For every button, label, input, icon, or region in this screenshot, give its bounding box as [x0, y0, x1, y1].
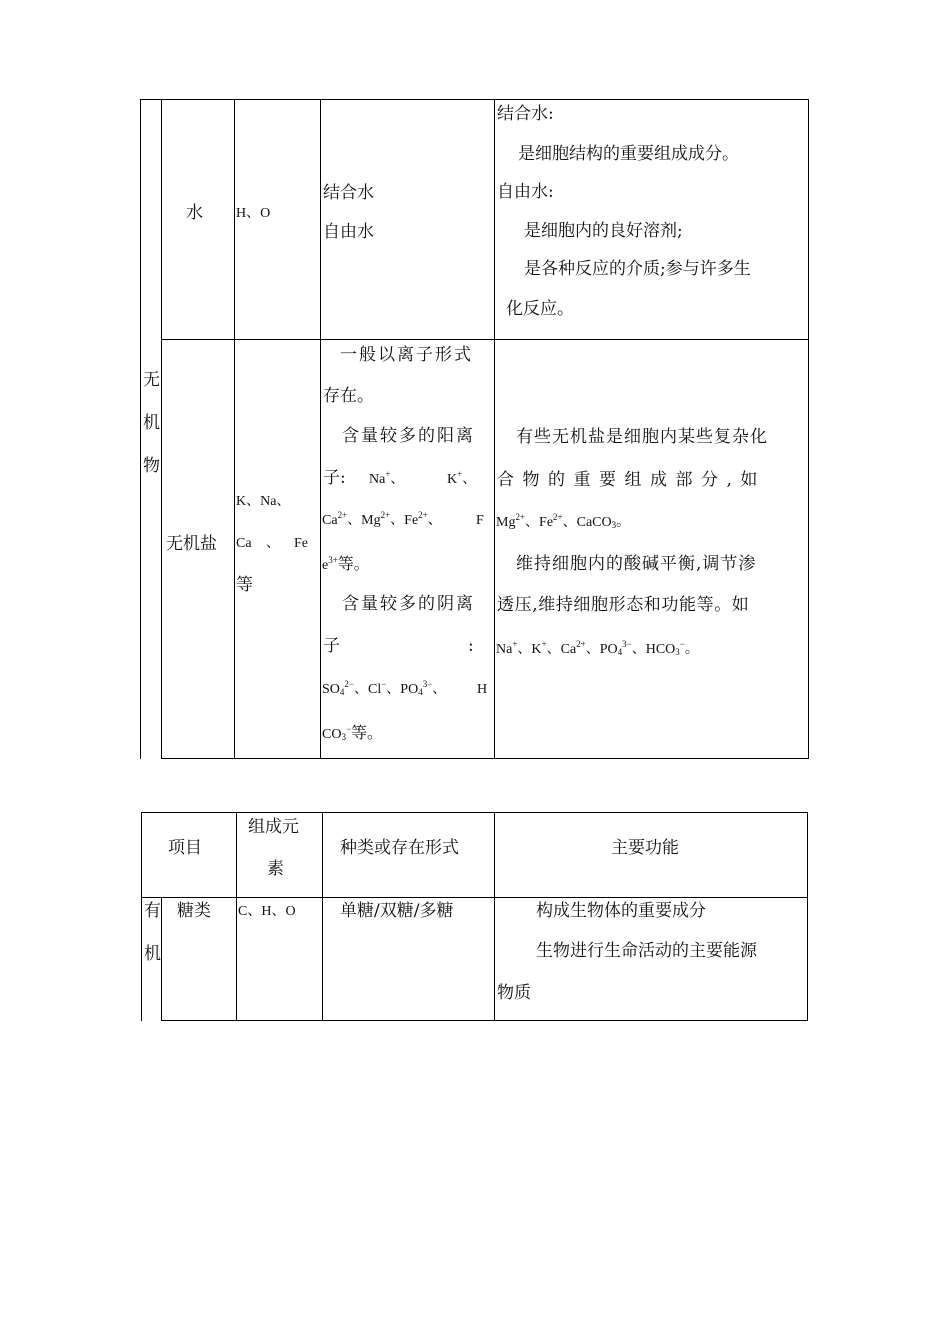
- category-char: 机: [143, 413, 160, 433]
- water-free-desc: 是细胞内的良好溶剂;: [524, 221, 683, 241]
- category-char: 无: [143, 370, 160, 390]
- salt-elements: 等: [236, 575, 253, 595]
- sugar-name: 糖类: [177, 901, 211, 921]
- water-free-desc: 是各种反应的介质;参与许多生: [524, 259, 751, 279]
- anion-line: :: [468, 636, 474, 656]
- category-char: 物: [143, 456, 160, 476]
- water-form-free: 自由水: [323, 222, 374, 242]
- salt-name: 无机盐: [166, 534, 217, 554]
- water-elements: H、O: [236, 206, 271, 221]
- header-elements: 素: [267, 859, 284, 879]
- water-bound-title: 结合水:: [497, 104, 554, 124]
- header-elements: 组成元: [248, 817, 299, 837]
- anion-line: $SO_4^{2-}$、Cl−、$PO_4^{3-}$、 H: [322, 679, 488, 697]
- salt-form-text: 存在。: [323, 386, 374, 406]
- salt-function-text: 有些无机盐是细胞内某些复杂化: [516, 427, 768, 447]
- salt-function-text: $Mg^{2+}$、$Fe^{2+}$、CaCO$_3$。: [496, 512, 631, 530]
- water-form-bound: 结合水: [323, 183, 374, 203]
- salt-elements: Ca 、 Fe: [236, 536, 308, 551]
- water-free-title: 自由水:: [497, 182, 554, 202]
- cation-line: $Ca^{2+}$、$Mg^{2+}$、$Fe^{2+}$、 F: [322, 510, 484, 528]
- header-form: 种类或存在形式: [340, 838, 459, 858]
- salt-function-text: 合物的重要组成部分,如: [497, 470, 766, 490]
- sugar-forms: 单糖/双糖/多糖: [340, 901, 454, 921]
- salt-elements: K、Na、: [236, 494, 291, 509]
- salt-form-text: 一般以离子形式: [340, 345, 473, 365]
- sugar-function: 生物进行生命活动的主要能源: [536, 941, 757, 961]
- category-char: 有: [144, 901, 161, 921]
- salt-form-text: 含量较多的阳离: [342, 426, 475, 446]
- anion-line: 子: [323, 636, 340, 656]
- sugar-function: 构成生物体的重要成分: [536, 901, 706, 921]
- cation-line: $e^{3+}$等。: [322, 554, 370, 573]
- salt-function-text: 维持细胞内的酸碱平衡,调节渗: [516, 554, 757, 574]
- category-char: 机: [144, 944, 161, 964]
- sugar-elements: C、H、O: [238, 904, 296, 919]
- anion-line: $CO_3^-$等。: [322, 723, 384, 742]
- cation-line: 子: Na+、 K+、: [323, 468, 477, 488]
- salt-function-text: Na+、K+、$Ca^{2+}$、$PO_4^{3-}$、$HCO_3^-$。: [496, 639, 699, 657]
- salt-form-text: 含量较多的阴离: [342, 594, 475, 614]
- water-bound-desc: 是细胞结构的重要组成成分。: [518, 144, 739, 164]
- header-function: 主要功能: [611, 838, 679, 858]
- sugar-function: 物质: [497, 983, 531, 1003]
- water-free-desc: 化反应。: [506, 299, 574, 319]
- header-item: 项目: [168, 838, 202, 858]
- salt-function-text: 透压,维持细胞形态和功能等。如: [497, 595, 750, 615]
- water-name: 水: [186, 203, 203, 223]
